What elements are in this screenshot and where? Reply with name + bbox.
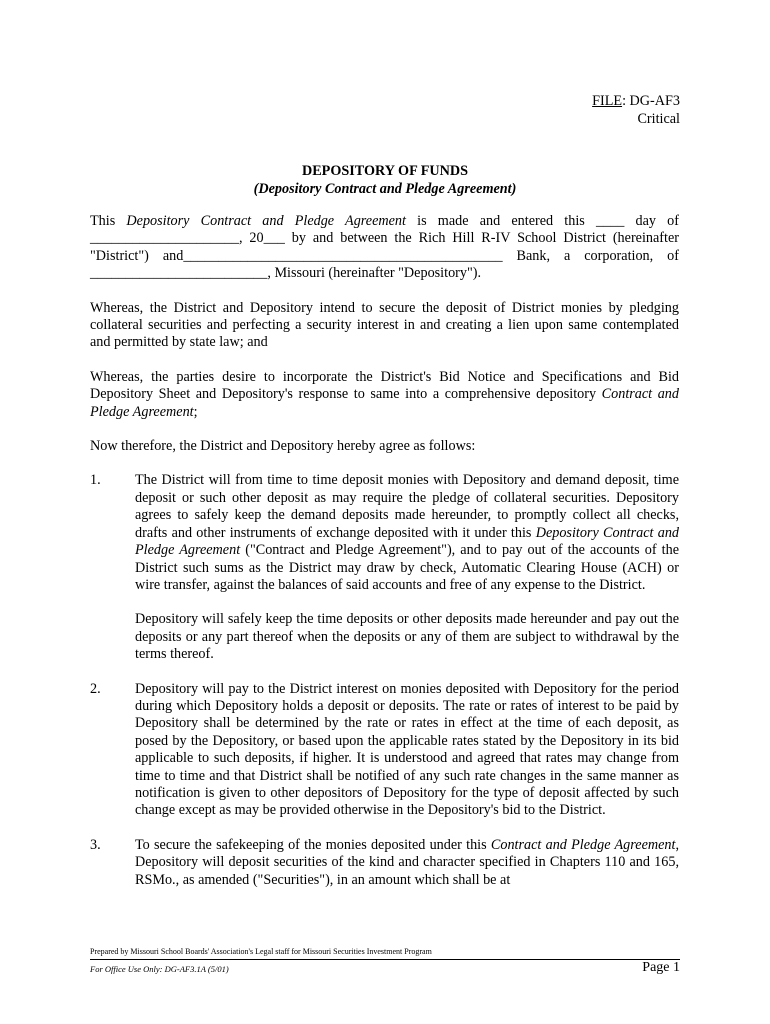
document-subtitle: (Depository Contract and Pledge Agreement) [253,181,517,197]
item-3-text-a: To secure the safekeeping of the monies deposited under this [135,836,491,853]
office-use-label: For Office Use Only: DG-AF3.1A (5/01) [90,964,229,974]
item-1-paragraph-1 [135,472,679,594]
whereas-paragraph-1: Whereas, the District and Depository intend to secure the deposit of District monies by pledging collateral securities and perfecting a security interest in and creating a lien upon same contemplated and permitted by state law; and [90,299,679,351]
intro-text-a: This [90,213,127,229]
document-title: DEPOSITORY OF FUNDS [301,163,469,179]
whereas-paragraph-2 [90,369,679,421]
item-3-text-b: , Depository will deposit securities of the kind and character specified in Chapters 110 and 165, RSMo., as amended ("Securities"), in an amount which shall be at [135,836,679,888]
numbered-item-1 [90,472,679,680]
intro-italic: Depository Contract and Pledge Agreement [126,213,406,229]
item-text [135,837,679,906]
classification-label: Critical [637,110,680,127]
whereas-2-italic: Contract and Pledge Agreement [90,386,679,420]
item-1-paragraph-2: Depository will safely keep the time deposits or other deposits made hereunder and pay out the deposits or any part thereof when the deposits or any of them are subject to withdrawal by the terms thereof. [135,611,679,663]
footer-divider [90,959,680,960]
item-3-paragraph-1 [135,837,679,889]
document-body [90,213,679,906]
intro-text-b: is made and entered this ____ day of _____________________, 20___ by and between the Rich Hill R-IV School District (hereinafter "District") and_____________________________________________ Bank, a corporation, of _________________________, Missouri (hereinafter "Depository"). [90,213,679,282]
item-1-text-b: ("Contract and Pledge Agreement"), and to pay out of the accounts of the District such sums as the District may draw by check, Automatic Clearing House (ACH) or wire transfer, against the balances of said accounts and free of any expense to the District. [135,542,679,593]
file-value: : DG-AF3 [622,93,680,109]
item-number: 1. [90,472,101,489]
item-2-paragraph-1: Depository will pay to the District interest on monies deposited with Depository for the period during which Depository holds a deposit or deposits. The rate or rates of interest to be paid by Depository shall be determined by the rate or rates in effect at the time of each deposit, as posed by the Depository, or based upon the applicable rates stated by the Depository in its bid applicable to such deposits, if higher. It is understood and agreed that rates may change from time to time and that District shall be notified of any such rate changes in the same manner as notification is given to other depositors of Depository for the type of deposit affected by such change except as may be provided otherwise in the Depository's bid to the District. [135,680,679,819]
item-text [135,681,679,837]
file-reference [592,93,680,111]
item-number: 3. [90,836,101,853]
item-text [135,472,679,680]
whereas-2-text-b: ; [193,403,198,420]
agreement-paragraph: Now therefore, the District and Depository hereby agree as follows: [90,438,476,455]
page-number: Page 1 [642,960,680,975]
title-block [90,162,680,198]
item-3-italic: Contract and Pledge Agreement [490,836,676,853]
file-label: FILE [592,93,623,109]
item-1-italic: Depository Contract and Pledge Agreement [135,524,680,559]
intro-paragraph [90,213,679,283]
file-header [592,93,680,128]
prepared-by-note: Prepared by Missouri School Boards' Association's Legal staff for Missouri Securities Investment Program [90,947,432,956]
numbered-item-2 [90,681,679,837]
item-1-text-a: The District will from time to time deposit monies with Depository and demand deposit, time deposit or such other deposit as may require the pledge of collateral securities. Depository agrees to safely keep the demand deposits made hereunder, to promptly collect all checks, drafts and other instruments of exchange deposited with it under this [135,472,679,541]
numbered-item-3 [90,837,679,906]
item-number: 2. [90,680,101,697]
whereas-2-text-a: Whereas, the parties desire to incorporate the District's Bid Notice and Specifications and Bid Depository Sheet and Depository's response to same into a comprehensive depository [90,368,679,403]
